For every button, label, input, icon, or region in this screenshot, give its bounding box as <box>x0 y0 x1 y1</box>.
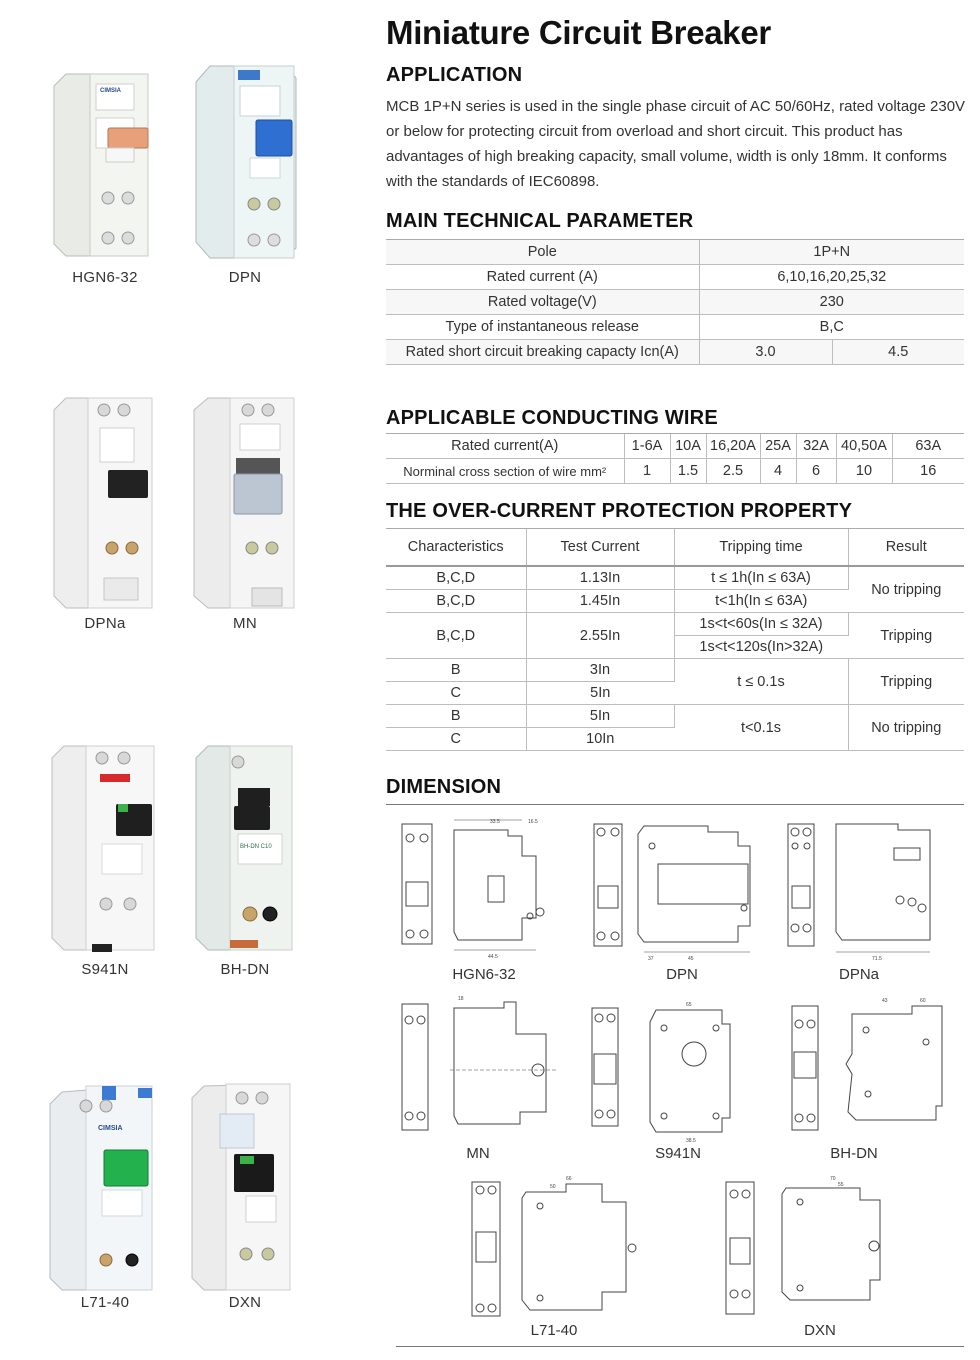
application-heading: APPLICATION <box>386 64 523 86</box>
dimension-heading: DIMENSION <box>386 776 502 798</box>
dimension-label: L71-40 <box>530 1322 578 1339</box>
overcurrent-heading: THE OVER-CURRENT PROTECTION PROPERTY <box>386 500 853 522</box>
product-image-s941n <box>46 740 160 954</box>
product-label: BH-DN <box>220 961 270 978</box>
test-current-cell: 1.13In <box>526 566 674 590</box>
tripping-time-cell: t ≤ 1h(In ≤ 63A) <box>674 566 848 590</box>
param-label: Rated current (A) <box>386 265 699 290</box>
svg-text:BH-DN C10: BH-DN C10 <box>240 844 272 850</box>
dimension-label: MN <box>466 1145 490 1162</box>
param-value: 1P+N <box>699 240 964 265</box>
wire-current: 63A <box>892 434 964 459</box>
wire-section: 4 <box>760 459 796 484</box>
dimension-drawing-hgn6-32 <box>396 816 566 967</box>
svg-text:71.5: 71.5 <box>872 956 882 962</box>
svg-text:37: 37 <box>648 956 654 962</box>
wire-current: 10A <box>670 434 706 459</box>
wire-current: 16,20A <box>706 434 760 459</box>
tripping-time-cell: 1s<t<60s(In ≤ 32A) <box>674 613 848 636</box>
table-row <box>386 315 964 340</box>
param-label: Rated short circuit breaking capacty Icn(A) <box>386 340 699 365</box>
wire-table <box>386 434 964 484</box>
table-row <box>386 613 964 636</box>
result-cell: No tripping <box>848 705 964 751</box>
dimension-label: DPN <box>666 966 698 983</box>
table-row <box>386 529 964 566</box>
characteristic-cell: C <box>386 682 526 705</box>
product-image-bh-dn <box>190 740 298 954</box>
main-parameter-table <box>386 240 964 365</box>
divider <box>386 804 964 805</box>
characteristic-cell: C <box>386 728 526 751</box>
tripping-time-cell: 1s<t<120s(In>32A) <box>674 636 848 659</box>
wire-current: 32A <box>796 434 836 459</box>
product-label: L71-40 <box>80 1294 130 1311</box>
table-row <box>386 434 964 459</box>
table-row <box>386 705 964 728</box>
table-row <box>386 240 964 265</box>
product-image-hgn6-32 <box>48 70 156 260</box>
result-cell: Tripping <box>848 613 964 659</box>
svg-text:50: 50 <box>550 1184 556 1190</box>
wire-section: 2.5 <box>706 459 760 484</box>
product-image-dpn <box>190 62 302 262</box>
param-label: Pole <box>386 240 699 265</box>
param-value: 230 <box>699 290 964 315</box>
test-current-cell: 10In <box>526 728 674 751</box>
product-image-dpna <box>48 392 158 612</box>
product-image-mn <box>188 392 300 612</box>
table-row <box>386 290 964 315</box>
product-label: DPN <box>228 269 262 286</box>
dimension-label: S941N <box>655 1145 701 1162</box>
product-label: MN <box>233 615 257 632</box>
dimension-drawing-dpna <box>782 816 962 967</box>
table-row <box>386 340 964 365</box>
svg-text:33.5: 33.5 <box>490 819 500 825</box>
svg-text:70: 70 <box>830 1176 836 1182</box>
wire-section: 16 <box>892 459 964 484</box>
characteristic-cell: B <box>386 659 526 682</box>
product-label: HGN6-32 <box>72 269 138 286</box>
wire-section: 10 <box>836 459 892 484</box>
svg-text:44.5: 44.5 <box>488 954 498 960</box>
column-header: Test Current <box>526 529 674 566</box>
svg-text:16.5: 16.5 <box>528 819 538 825</box>
param-label: Rated voltage(V) <box>386 290 699 315</box>
svg-text:45: 45 <box>688 956 694 962</box>
svg-text:65: 65 <box>686 1002 692 1008</box>
product-label: DXN <box>228 1294 262 1311</box>
wire-section: 6 <box>796 459 836 484</box>
tripping-time-cell: t<1h(In ≤ 63A) <box>674 590 848 613</box>
dimension-label: BH-DN <box>830 1145 878 1162</box>
wire-section: 1.5 <box>670 459 706 484</box>
wire-current: 25A <box>760 434 796 459</box>
svg-text:18: 18 <box>458 996 464 1002</box>
test-current-cell: 2.55In <box>526 613 674 659</box>
test-current-cell: 1.45In <box>526 590 674 613</box>
wire-row-label: Norminal cross section of wire mm² <box>386 459 624 484</box>
svg-text:43: 43 <box>882 998 888 1004</box>
product-image-l71-40 <box>46 1080 160 1294</box>
svg-text:60: 60 <box>920 998 926 1004</box>
table-row <box>386 659 964 682</box>
wire-current: 1-6A <box>624 434 670 459</box>
param-value: 6,10,16,20,25,32 <box>699 265 964 290</box>
bottom-divider <box>396 1346 964 1347</box>
characteristic-cell: B <box>386 705 526 728</box>
result-cell: No tripping <box>848 566 964 613</box>
characteristic-cell: B,C,D <box>386 566 526 590</box>
dimension-label: HGN6-32 <box>452 966 516 983</box>
column-header: Tripping time <box>674 529 848 566</box>
param-value: 3.0 <box>699 340 832 365</box>
product-image-dxn <box>186 1078 298 1294</box>
dimension-drawing-bh-dn <box>786 994 962 1149</box>
product-label: DPNa <box>84 615 126 632</box>
param-value: B,C <box>699 315 964 340</box>
overcurrent-table <box>386 529 964 751</box>
table-row <box>386 459 964 484</box>
main-parameter-heading: MAIN TECHNICAL PARAMETER <box>386 210 694 232</box>
wire-heading: APPLICABLE CONDUCTING WIRE <box>386 407 718 429</box>
svg-text:CIMSIA: CIMSIA <box>98 1125 123 1132</box>
dimension-label: DXN <box>804 1322 836 1339</box>
column-header: Characteristics <box>386 529 526 566</box>
wire-current: 40,50A <box>836 434 892 459</box>
dimension-drawing-l71-40 <box>466 1172 656 1327</box>
param-value: 4.5 <box>832 340 964 365</box>
svg-text:CIMSIA: CIMSIA <box>100 88 121 94</box>
param-label: Type of instantaneous release <box>386 315 699 340</box>
application-text: MCB 1P+N series is used in the single phase circuit of AC 50/60Hz, rated voltage 230V or below for protecting circuit from overload and short circuit. This product has advantages of high breaking capacity, small volume, width is only 18mm. It conforms with the standards of IEC60898. <box>386 98 966 190</box>
test-current-cell: 5In <box>526 705 674 728</box>
test-current-cell: 5In <box>526 682 674 705</box>
svg-text:38.5: 38.5 <box>686 1138 696 1144</box>
wire-section: 1 <box>624 459 670 484</box>
svg-text:66: 66 <box>566 1176 572 1182</box>
characteristic-cell: B,C,D <box>386 590 526 613</box>
product-label: S941N <box>81 961 129 978</box>
test-current-cell: 3In <box>526 659 674 682</box>
table-row <box>386 265 964 290</box>
tripping-time-cell: t<0.1s <box>674 705 848 751</box>
dimension-drawing-dxn <box>720 1170 916 1325</box>
characteristic-cell: B,C,D <box>386 613 526 659</box>
dimension-label: DPNa <box>838 966 879 983</box>
result-cell: Tripping <box>848 659 964 705</box>
dimension-drawing-mn <box>396 994 572 1149</box>
dimension-drawing-dpn <box>588 816 778 967</box>
svg-text:55: 55 <box>838 1182 844 1188</box>
page-title: Miniature Circuit Breaker <box>386 14 771 51</box>
wire-row-label: Rated current(A) <box>386 434 624 459</box>
column-header: Result <box>848 529 964 566</box>
tripping-time-cell: t ≤ 0.1s <box>674 659 848 705</box>
table-row <box>386 566 964 590</box>
dimension-drawing-s941n <box>586 998 772 1151</box>
